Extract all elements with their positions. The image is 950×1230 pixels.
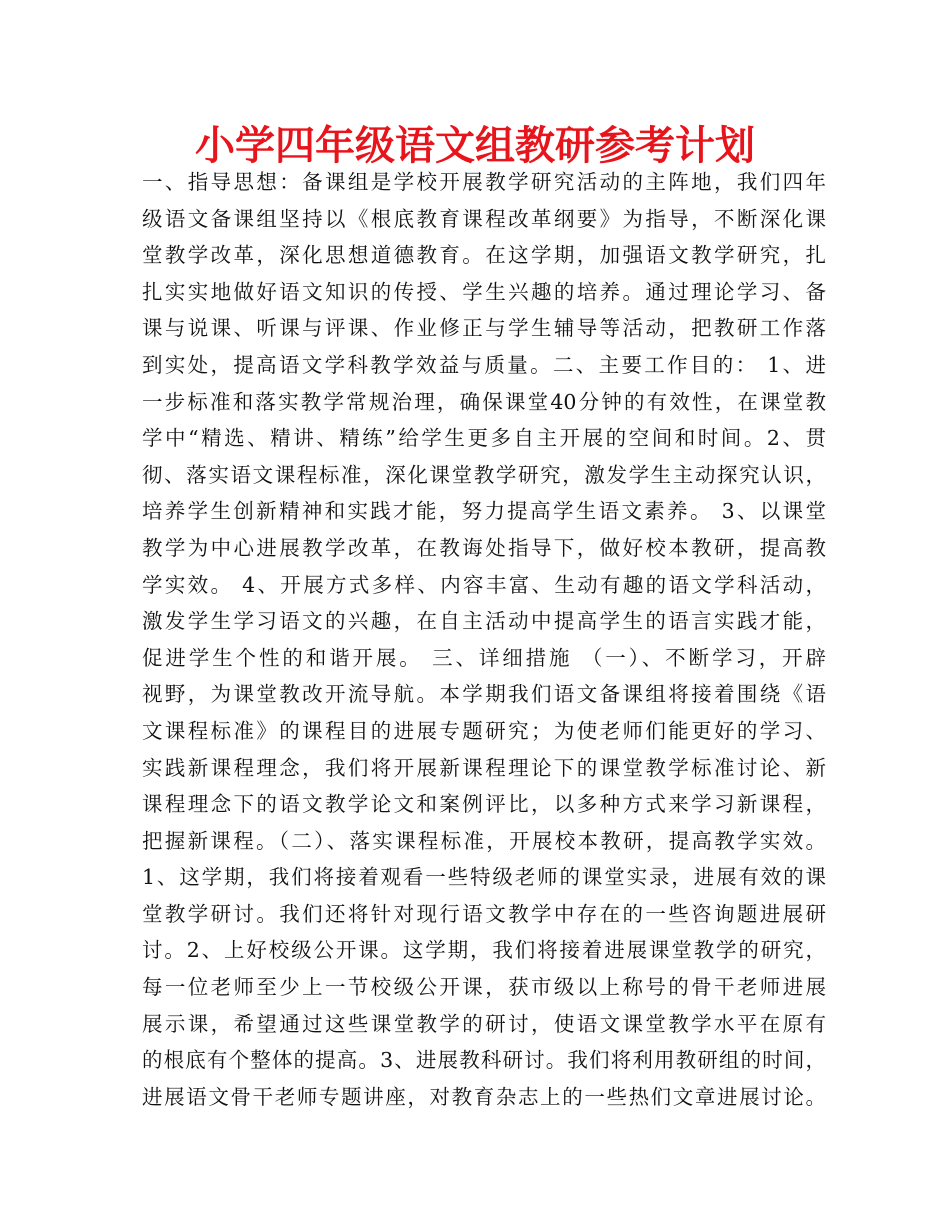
body-line: 堂教学研讨。我们还将针对现行语文教学中存在的一些咨询题进展研 xyxy=(142,901,826,926)
body-line: 培养学生创新精神和实践才能，努力提高学生语文素养。 3、以课堂 xyxy=(142,499,826,524)
body-line: 进展语文骨干老师专题讲座，对教育杂志上的一些热们文章进展讨论。 xyxy=(142,1084,826,1109)
body-line: 1、这学期，我们将接着观看一些特级老师的课堂实录，进展有效的课 xyxy=(142,865,826,890)
body-line: 学中“精选、精讲、精练”给学生更多自主开展的空间和时间。2、贯 xyxy=(142,426,826,451)
body-line: 的根底有个整体的提高。3、进展教科研讨。我们将利用教研组的时间， xyxy=(142,1048,826,1073)
body-line: 教学为中心进展教学改革，在教诲处指导下，做好校本教研，提高教 xyxy=(142,535,826,560)
body-line: 促进学生个性的和谐开展。 三、详细措施 （一）、不断学习，开辟 xyxy=(142,645,826,670)
document-title: 小学四年级语文组教研参考计划 xyxy=(195,123,755,169)
body-line: 一步标准和落实教学常规治理，确保课堂40分钟的有效性，在课堂教 xyxy=(142,389,826,414)
body-line: 激发学生学习语文的兴趣，在自主活动中提高学生的语言实践才能， xyxy=(142,609,826,634)
body-line: 讨。2、上好校级公开课。这学期，我们将接着进展课堂教学的研究， xyxy=(142,938,826,963)
body-line: 堂教学改革，深化思想道德教育。在这学期，加强语文教学研究，扎 xyxy=(142,243,826,268)
body-line: 到实处，提高语文学科教学效益与质量。二、主要工作目的： 1、进 xyxy=(142,352,826,377)
body-line: 一、指导思想：备课组是学校开展教学研究活动的主阵地，我们四年 xyxy=(142,170,826,194)
document-body xyxy=(142,164,826,1115)
body-line: 展示课，希望通过这些课堂教学的研讨，使语文课堂教学水平在原有 xyxy=(142,1011,826,1036)
body-line: 彻、落实语文课程标准，深化课堂教学研究，激发学生主动探究认识， xyxy=(142,462,826,487)
body-line: 级语文备课组坚持以《根底教育课程改革纲要》为指导，不断深化课 xyxy=(142,206,826,231)
body-line: 学实效。 4、开展方式多样、内容丰富、生动有趣的语文学科活动， xyxy=(142,572,826,597)
body-line: 实践新课程理念，我们将开展新课程理论下的课堂教学标准讨论、新 xyxy=(142,755,826,780)
body-line: 扎实实地做好语文知识的传授、学生兴趣的培养。通过理论学习、备 xyxy=(142,279,826,304)
body-line: 文课程标准》的课程目的进展专题研究；为使老师们能更好的学习、 xyxy=(142,718,826,743)
body-line: 视野，为课堂教改开流导航。本学期我们语文备课组将接着围绕《语 xyxy=(142,682,826,707)
body-line: 课程理念下的语文教学论文和案例评比，以多种方式来学习新课程， xyxy=(142,792,826,817)
body-line: 每一位老师至少上一节校级公开课，获市级以上称号的骨干老师进展 xyxy=(142,975,826,1000)
body-line: 把握新课程。（二）、落实课程标准，开展校本教研，提高教学实效。 xyxy=(142,828,826,853)
body-line: 课与说课、听课与评课、作业修正与学生辅导等活动，把教研工作落 xyxy=(142,316,826,341)
